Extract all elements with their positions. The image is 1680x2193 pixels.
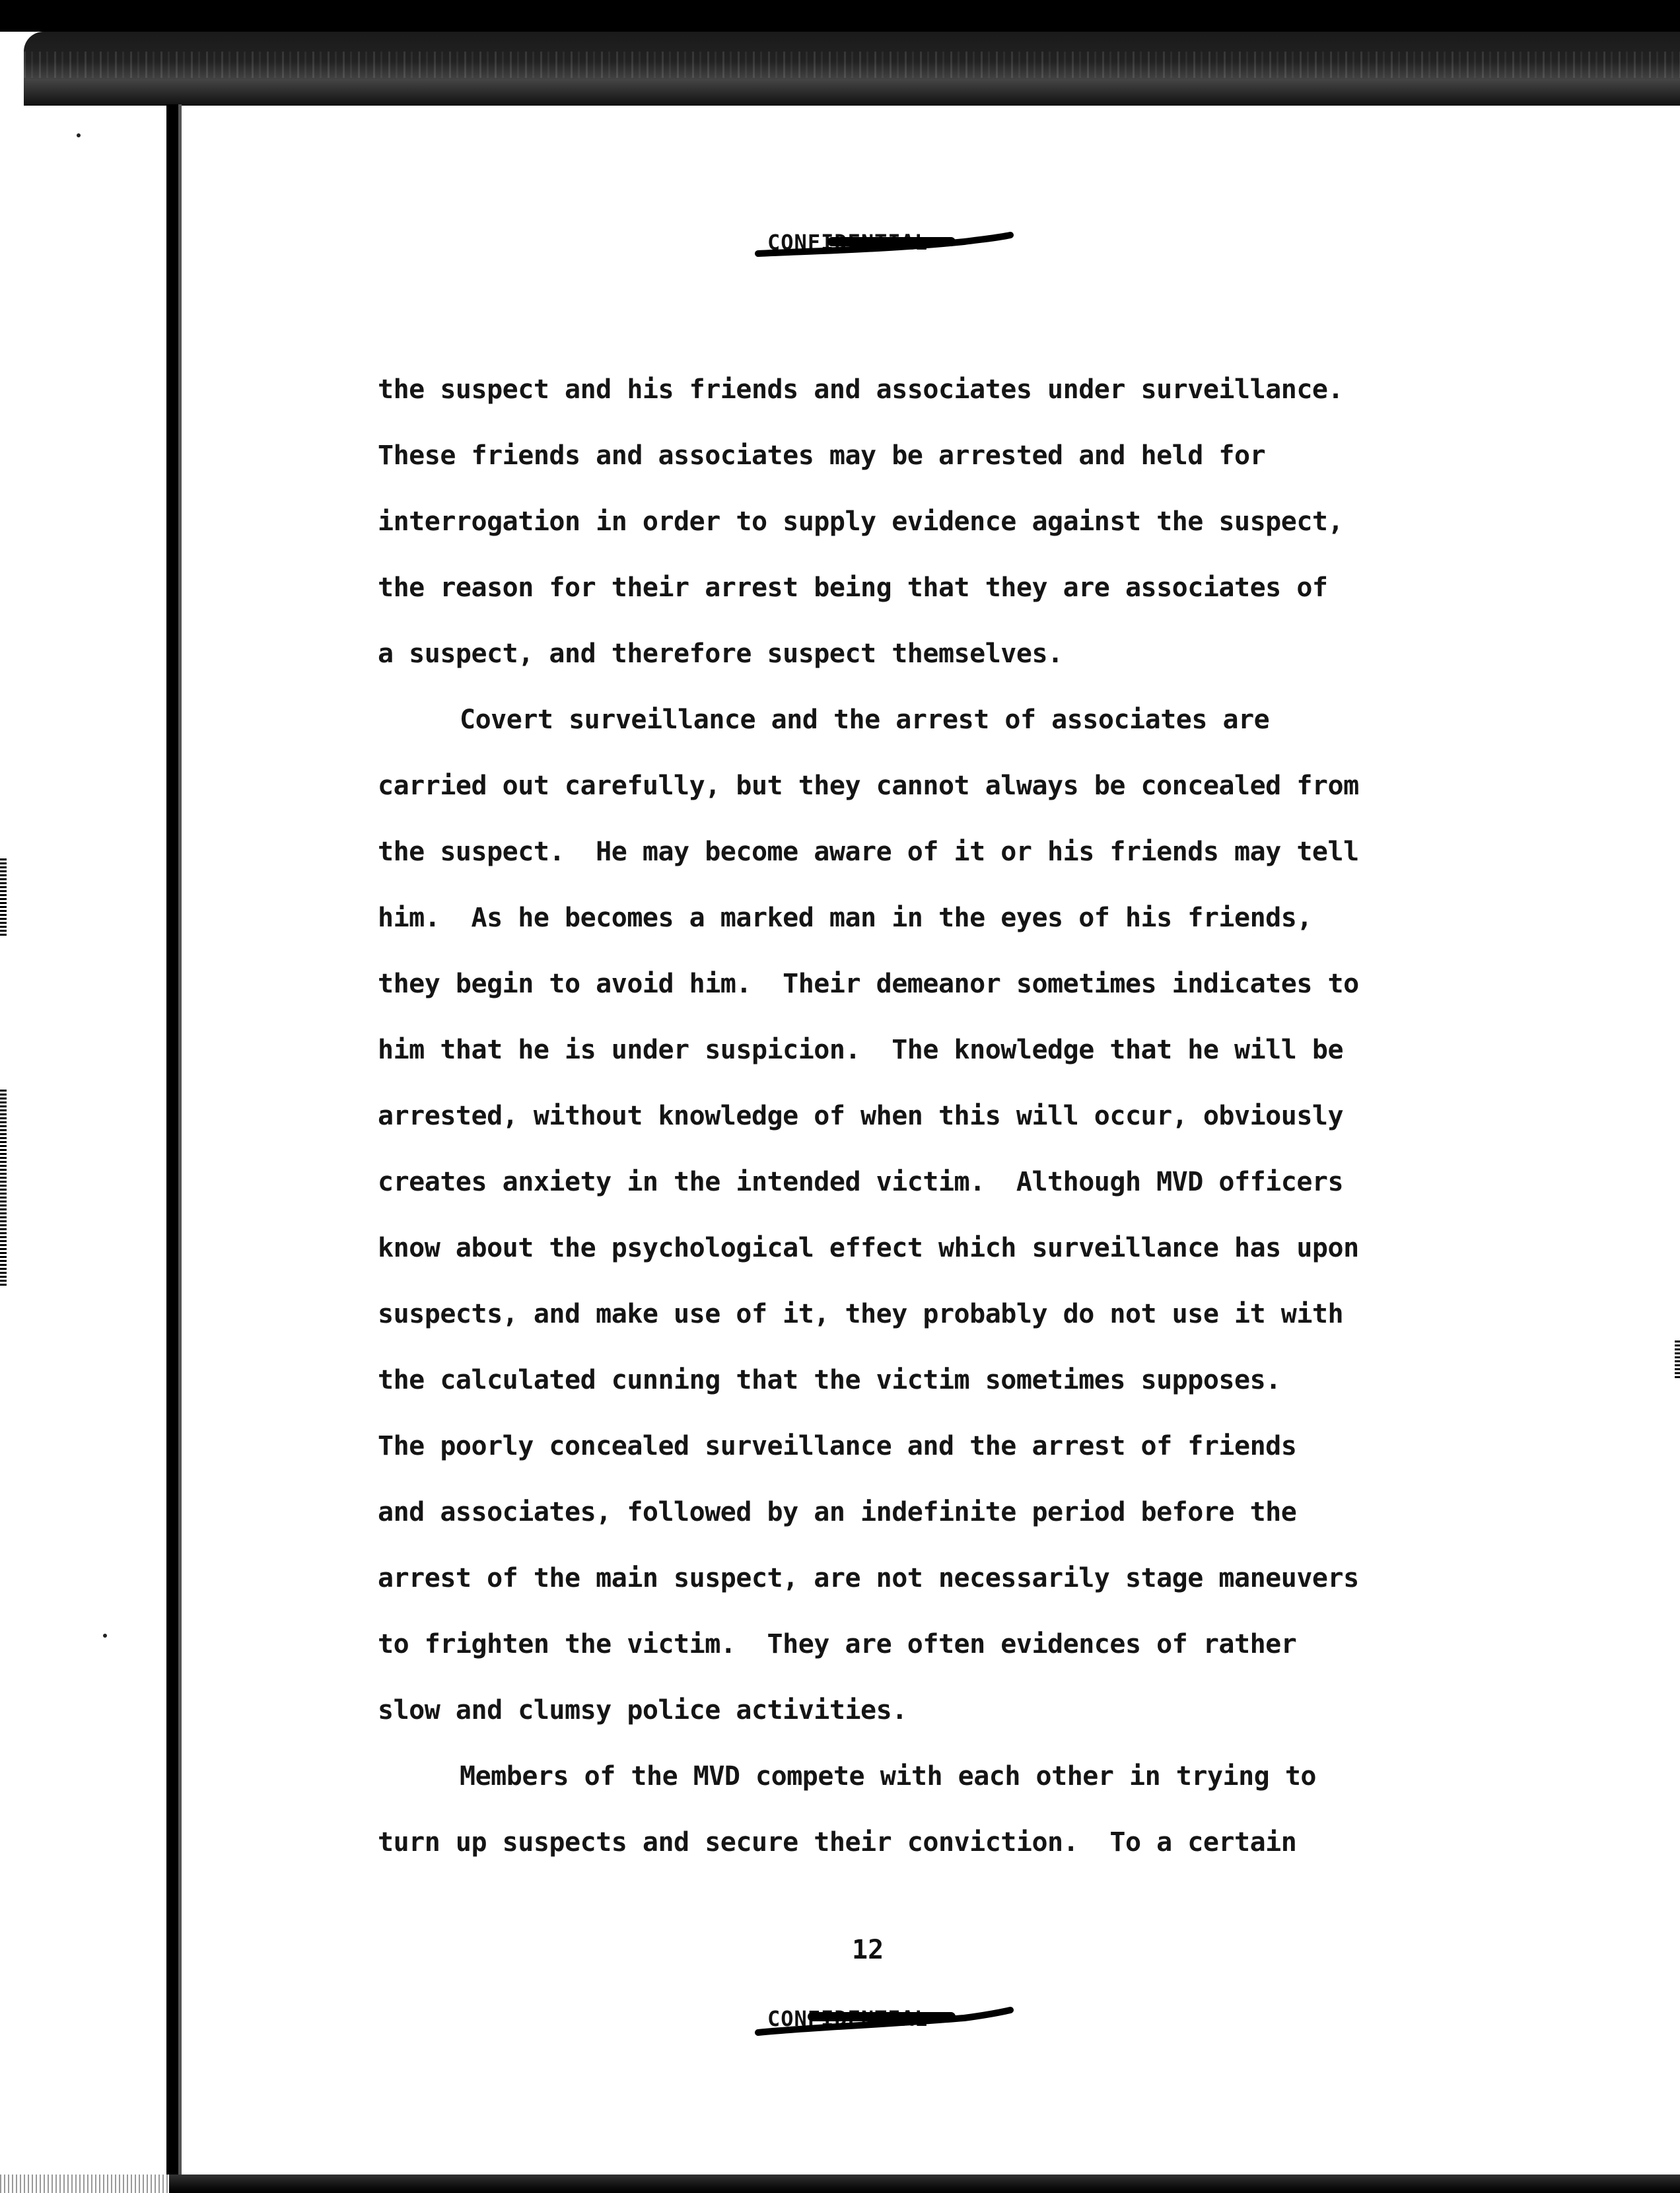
- body-line: the suspect. He may become aware of it or his friends may tell: [378, 837, 1359, 867]
- redaction-strike-icon: [753, 225, 1017, 261]
- body-line: they begin to avoid him. Their demeanor sometimes indicates to: [378, 969, 1359, 999]
- body-line: interrogation in order to supply evidence against the suspect,: [378, 506, 1344, 537]
- body-line: the reason for their arrest being that they are associates of: [378, 573, 1328, 603]
- scan-speck: [77, 133, 81, 137]
- body-line: suspects, and make use of it, they probably do not use it with: [378, 1299, 1344, 1329]
- scan-speck: [103, 1634, 107, 1638]
- body-line: the calculated cunning that the victim sometimes supposes.: [378, 1365, 1281, 1395]
- footer-classification-text: CONFIDENTIAL: [767, 2006, 928, 2031]
- header-classification: [753, 225, 1017, 261]
- body-line: turn up suspects and secure their conviction. To a certain: [378, 1827, 1297, 1858]
- body-line: the suspect and his friends and associates under surveillance.: [378, 374, 1344, 405]
- body-line: creates anxiety in the intended victim. Although MVD officers: [378, 1167, 1344, 1197]
- body-line: Members of the MVD compete with each other in trying to: [460, 1761, 1317, 1792]
- body-line: to frighten the victim. They are often evidences of rather: [378, 1629, 1297, 1659]
- body-line: These friends and associates may be arrested and held for: [378, 440, 1266, 471]
- scan-border-left-shadow: [178, 104, 182, 2191]
- body-line: carried out carefully, but they cannot always be concealed from: [378, 771, 1359, 801]
- body-line: arrest of the main suspect, are not necessarily stage maneuvers: [378, 1563, 1359, 1593]
- body-line: The poorly concealed surveillance and the arrest of friends: [378, 1431, 1297, 1461]
- body-line: arrested, without knowledge of when this will occur, obviously: [378, 1101, 1344, 1131]
- scan-edge-top: [24, 32, 1680, 106]
- scan-border-bottom: [169, 2175, 1680, 2193]
- page-number: 12: [852, 1935, 884, 1965]
- body-line: Covert surveillance and the arrest of associates are: [460, 705, 1270, 735]
- scan-border-top: [0, 0, 1680, 32]
- scan-border-left: [166, 104, 178, 2191]
- body-line: him that he is under suspicion. The knowledge that he will be: [378, 1035, 1344, 1065]
- document-body: [378, 357, 1461, 1875]
- body-line: a suspect, and therefore suspect themselves.: [378, 639, 1063, 669]
- footer-classification: [753, 2001, 1017, 2038]
- scan-edge-mark: [0, 858, 7, 938]
- body-line: him. As he becomes a marked man in the eyes of his friends,: [378, 903, 1312, 933]
- header-classification-text: CONFIDENTIAL: [767, 230, 928, 255]
- body-line: and associates, followed by an indefinite period before the: [378, 1497, 1297, 1527]
- body-line: know about the psychological effect which surveillance has upon: [378, 1233, 1359, 1263]
- redaction-strike-icon: [753, 2001, 1017, 2038]
- scan-border-bottom-left: [0, 2175, 169, 2193]
- body-line: slow and clumsy police activities.: [378, 1695, 907, 1725]
- scan-edge-mark: [1675, 1340, 1680, 1380]
- scan-edge-mark: [0, 1090, 7, 1288]
